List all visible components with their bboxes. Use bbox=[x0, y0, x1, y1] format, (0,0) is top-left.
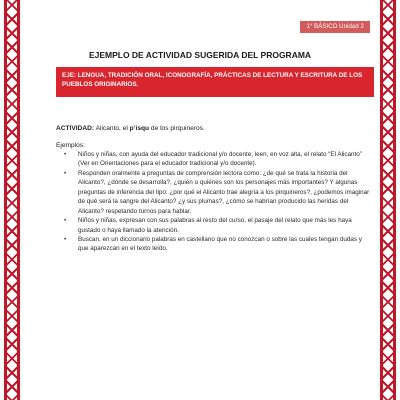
activity-label: ACTIVIDAD: bbox=[56, 125, 95, 132]
axis-banner: EJE: LENGUA, TRADICIÓN ORAL, ICONOGRAFÍA, PRÁCTICAS DE LECTURA Y ESCRITURA DE LOS PUEBLOS ORIGINARIOS. bbox=[56, 67, 374, 97]
list-item: • Niños y niñas, con ayuda del educador tradicional y/o docente, leen, en voz alta, el relato “El Alicanto” (Ver en Orientaciones para el educador tradicional y/o docente). bbox=[56, 150, 374, 169]
list-item: • Responden oralmente a preguntas de comprensión lectora como: ¿de qué se trata la historia del Alicanto?, ¿dónde se desarrolla?, ¿quién o quiénes son los personajes más importantes? Y algunas preguntas de inferencia del tipo: ¿por qué el Alicanto trae alegría a los pirquineros?, ¿podemos imaginar de qué será la sangre del Alicanto? ¿y sus plumas?, ¿cómo se habrían producido las heridas del Alicanto? respetando turnos para hablar. bbox=[56, 169, 374, 216]
activity-text-before: Alicanto, el bbox=[94, 125, 130, 132]
examples-label: Ejemplos: bbox=[56, 142, 85, 149]
examples-list bbox=[56, 150, 374, 254]
list-item: • Niños y niñas, expresan con sus palabras al resto del curso, el pasaje del relato que más les haya gustado o haya llamado la atención. bbox=[56, 216, 374, 235]
decorative-border-left bbox=[4, 0, 20, 400]
list-item: • Buscan, en un diccionario palabras en castellano que no conozcan o sobre las cuales tengan dudas y que aparezcan en el texto leído. bbox=[56, 235, 374, 254]
page-title: EJEMPLO DE ACTIVIDAD SUGERIDA DEL PROGRAMA bbox=[88, 50, 312, 60]
grade-unit-badge: 1° BÁSICO Unidad 2 bbox=[300, 21, 370, 33]
activity-text-after: de los pirquineros. bbox=[149, 125, 205, 132]
activity-word: p’isqu bbox=[129, 125, 150, 132]
activity-line bbox=[56, 125, 374, 132]
decorative-border-right bbox=[380, 0, 396, 400]
